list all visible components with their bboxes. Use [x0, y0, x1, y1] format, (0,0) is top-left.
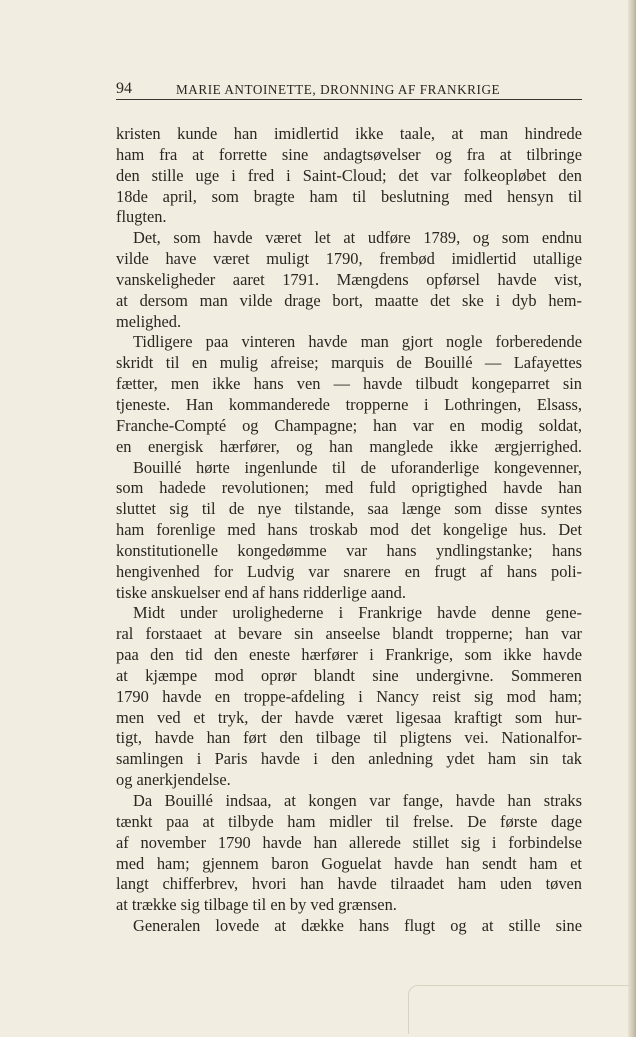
text-line: Generalen lovede at dække hans flugt og at stille sine: [133, 916, 582, 936]
text-line: flugten.: [116, 207, 167, 227]
text-line: Da Bouillé indsaa, at kongen var fange, havde han straks: [133, 791, 582, 810]
header-rule: [116, 99, 582, 100]
text-line: tigt, havde han ført den tilbage til pligtens vei. Nationalfor-: [116, 728, 582, 748]
text-line: med ham; gjennem baron Goguelat havde han sendt ham et: [116, 853, 582, 873]
text-line: ham forenlige med hans troskab mod det kongelige hus. Det: [116, 520, 582, 540]
text-line: ral forstaaet at bevare sin anseelse blandt tropperne; han var: [116, 624, 582, 644]
text-line: Bouillé hørte ingenlunde til de uforanderlige kongevenner,: [133, 457, 582, 477]
text-line: en energisk hærfører, og han manglede ikke ærgjerrighed.: [116, 436, 582, 456]
text-line: Tidligere paa vinteren havde man gjort nogle forberedende: [133, 332, 582, 352]
text-line: som hadede revolutionen; med fuld oprigtighed havde han: [116, 478, 582, 498]
text-line: Franche-Compté og Champagne; han var en modig soldat,: [116, 415, 582, 435]
text-line: tjeneste. Han kommanderede tropperne i Lothringen, Elsass,: [116, 394, 582, 414]
text-line: samlingen i Paris havde i den anledning ydet ham sin tak: [116, 749, 582, 769]
page-fold-mark: [408, 985, 629, 1034]
text-line: konstitutionelle kongedømme var hans yndlingstanke; hans: [116, 540, 582, 560]
text-line: sluttet sig til de nye tilstande, saa længe som disse syntes: [116, 499, 582, 519]
text-line: og anerkjendelse.: [116, 770, 231, 790]
text-line: vanskeligheder aaret 1791. Mængdens opførsel havde vist,: [116, 269, 582, 289]
text-line: kristen kunde han imidlertid ikke taale, at man hindrede: [116, 124, 582, 143]
text-line: 1790 havde en troppe-afdeling i Nancy reist sig mod ham;: [116, 686, 582, 706]
text-line: den stille uge i fred i Saint-Cloud; det var folkeopløbet den: [116, 165, 582, 185]
page-edge-shadow: [628, 0, 636, 1037]
text-line: melighed.: [116, 311, 182, 331]
text-line: hengivenhed for Ludvig var snarere en frugt af hans poli-: [116, 561, 582, 581]
text-line: at dersom man vilde drage bort, maatte det ske i dyb hem-: [116, 290, 582, 310]
body-text: [116, 124, 582, 937]
text-line: at kjæmpe mod oprør blandt sine undergivne. Sommeren: [116, 665, 582, 685]
page-header: [116, 78, 581, 100]
text-line: ham fra at forrette sine andagtsøvelser og fra at tilbringe: [116, 144, 582, 164]
text-line: men ved et tryk, der havde været ligesaa kraftigt som hur-: [116, 707, 582, 727]
text-line: Midt under urolighederne i Frankrige havde denne gene-: [133, 603, 582, 623]
text-line: tænkt paa at tilbyde ham midler til frelse. De første dage: [116, 811, 582, 831]
page-number: 94: [116, 80, 132, 97]
text-line: tiske anskuelser end af hans ridderlige aand.: [116, 582, 406, 602]
text-line: Det, som havde været let at udføre 1789, og som endnu: [133, 228, 582, 248]
text-line: paa den tid den eneste hærfører i Frankrige, som ikke havde: [116, 645, 582, 665]
text-line: fætter, men ikke hans ven — havde tilbudt kongeparret sin: [116, 374, 582, 394]
text-line: af november 1790 havde han allerede stillet sig i forbindelse: [116, 832, 582, 852]
text-line: vilde have været muligt 1790, frembød imidlertid utallige: [116, 249, 582, 269]
text-line: skridt til en mulig afreise; marquis de Bouillé — Lafayettes: [116, 353, 582, 373]
running-title: MARIE ANTOINETTE, DRONNING AF FRANKRIGE: [176, 82, 501, 97]
text-line: langt chifferbrev, hvori han havde tilraadet ham uden tøven: [116, 874, 582, 894]
text-line: 18de april, som bragte ham til beslutning med hensyn til: [116, 186, 582, 206]
text-line: at trække sig tilbage til en by ved grænsen.: [116, 895, 397, 915]
